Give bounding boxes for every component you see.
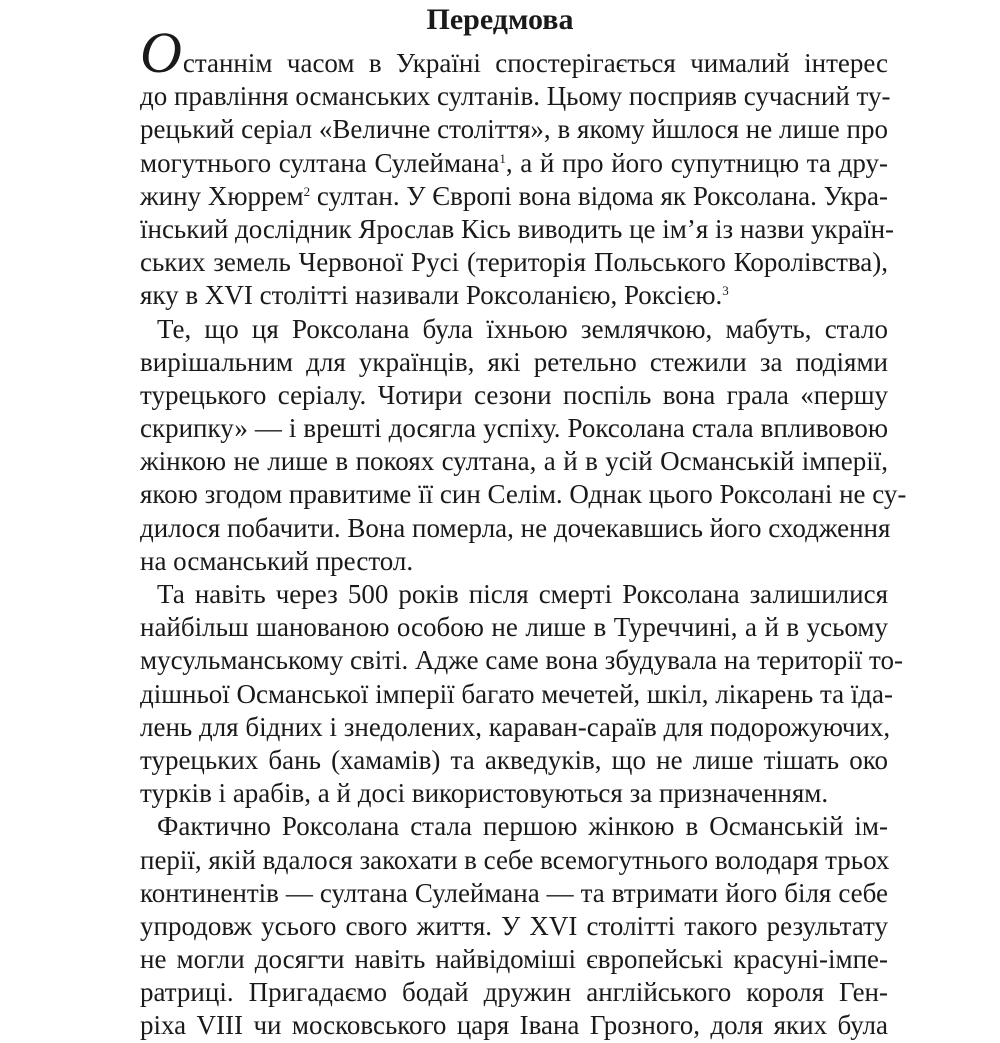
text-line: вирішальним для українців, які ретельно стежили за подіями	[140, 346, 888, 377]
text-line: до правління османських султанів. Цьому посприяв сучасний ту-	[140, 81, 891, 112]
text-line: упродовж усього свого життя. У XVI столітті такого результату	[140, 910, 888, 941]
text-line: Фактично Роксолана стала першою жінкою в Османській ім-	[157, 811, 888, 842]
text-line: жінкою не лише в покоях султана, а й в усій Османській імперії,	[140, 446, 888, 477]
text-line: якою згодом правитиме її син Селім. Однак цього Роксолані не су-	[140, 479, 907, 510]
text-line: Та навіть через 500 років після смерті Роксолана залишилися	[157, 579, 888, 609]
text-line: на османський престол.	[140, 545, 414, 576]
text-line: турків і арабів, а й досі використовуються за призначенням.	[140, 778, 829, 809]
text-line: жину Хюррем$^2$ султан. У Європі вона відома як Роксолана. Укра-	[140, 180, 888, 211]
text-line: рецький серіал «Величне століття», в якому йшлося не лише про	[140, 114, 888, 145]
text-line: континентів — султана Сулеймана — та втримати його біля себе	[140, 877, 888, 908]
text-line: перії, якій вдалося закохати в себе всемогутнього володаря трьох	[140, 844, 890, 875]
paragraph	[140, 578, 903, 810]
text-line: ріха VIII чи московського царя Івана Грозного, доля яких була	[140, 1010, 888, 1041]
text-line: найбільш шанованою особою не лише в Туреччині, а й в усьому	[140, 612, 888, 643]
text-line: яку в XVI столітті називали Роксоланією, Роксією.$^3$	[140, 280, 729, 311]
text-line: їнський дослідник Ярослав Кісь виводить це ім’я із назви україн-	[140, 213, 895, 244]
footnote-ref[interactable]: 1	[499, 150, 506, 166]
body-text	[140, 20, 907, 1043]
footnote-ref[interactable]: 2	[303, 183, 311, 199]
text-line: могутнього султана Сулеймана$^1$, а й про його супутницю та дру-	[140, 147, 888, 178]
text-line: ратриці. Пригадаємо бодай дружин англійського короля Ген-	[140, 977, 888, 1008]
text-line: Останнім часом в Україні спостерігається чималий інтерес	[140, 20, 888, 85]
paragraph	[140, 20, 895, 313]
text-line: ських земель Червоної Русі (територія Польського Королівства),	[140, 247, 888, 278]
text-line: мусульманському світі. Адже саме вона збудувала на території то-	[140, 645, 903, 676]
text-line: дилося побачити. Вона померла, не дочекавшись його сходження	[140, 512, 891, 543]
paragraph	[140, 810, 888, 1042]
text-line: дішньої Османської імперії багато мечетей, шкіл, лікарень та їда-	[140, 678, 894, 709]
text-line: Те, що ця Роксолана була їхньою землячкою, мабуть, стало	[157, 313, 888, 344]
paragraph	[140, 313, 907, 579]
page-title: Передмова	[426, 3, 574, 36]
text-line: не могли досягти навіть найвідоміші європейські красуні-імпе-	[140, 944, 888, 975]
footnote-ref[interactable]: 3	[722, 283, 729, 299]
text-line: скрипку» — і врешті досягла успіху. Роксолана стала впливовою	[140, 413, 888, 444]
drop-cap: О	[140, 20, 182, 85]
text-line: турецького серіалу. Чотири сезони поспіль вона грала «першу	[140, 379, 888, 410]
text-line: турецьких бань (хамамів) та акведуків, що не лише тішать око	[140, 744, 888, 775]
text-line: лень для бідних і знедолених, караван-сараїв для подорожуючих,	[140, 711, 891, 742]
